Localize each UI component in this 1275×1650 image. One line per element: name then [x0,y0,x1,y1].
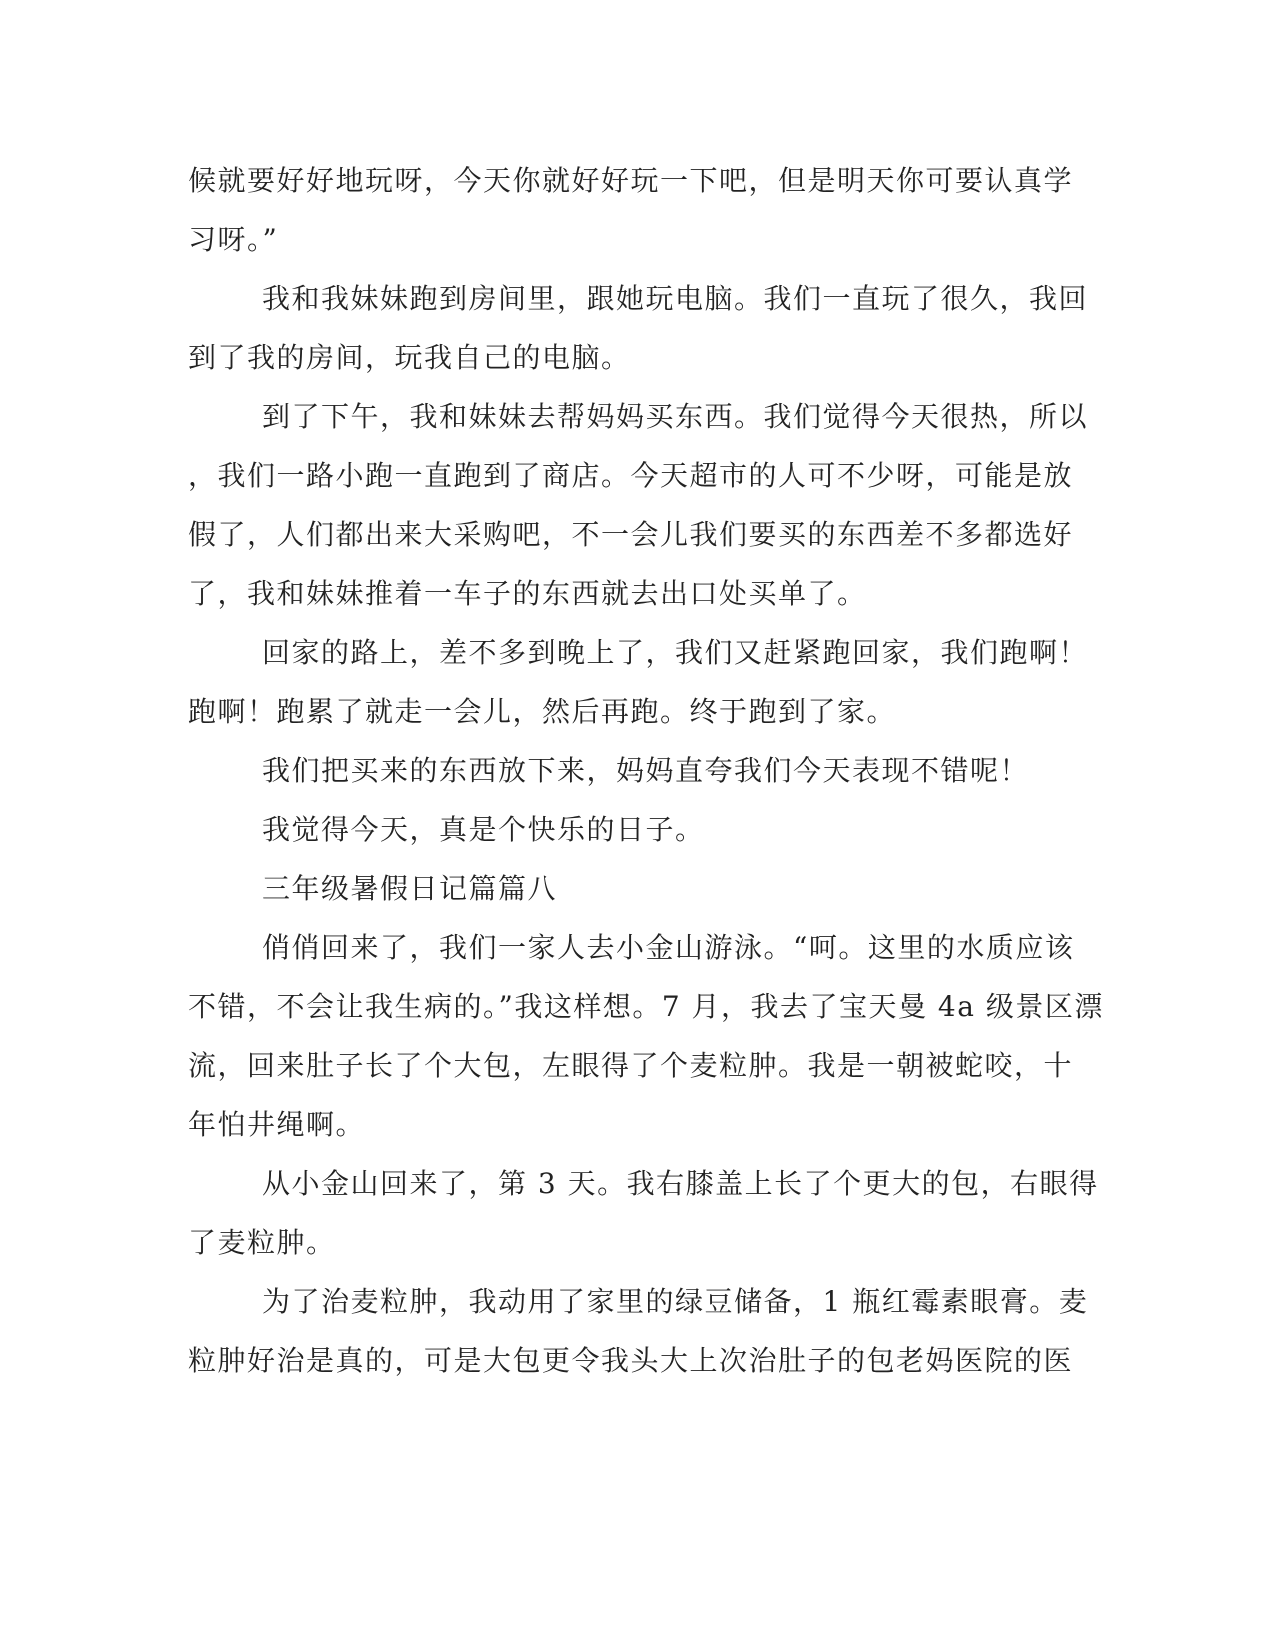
text-line: 跑啊！跑累了就走一会儿，然后再跑。终于跑到了家。 [188,695,897,728]
text-line: 流，回来肚子长了个大包，左眼得了个麦粒肿。我是一朝被蛇咬，十 [188,1049,1074,1082]
paragraph-start: 从小金山回来了，第 3 天。我右膝盖上长了个更大的包，右眼得 [262,1167,1099,1200]
paragraph-start: 我觉得今天，真是个快乐的日子。 [262,813,705,846]
text-line: 了，我和妹妹推着一车子的东西就去出口处买单了。 [188,577,867,610]
text-line: 习呀。” [188,223,279,256]
paragraph-start: 为了治麦粒肿，我动用了家里的绿豆储备，1 瓶红霉素眼膏。麦 [262,1285,1089,1318]
text-line: 了麦粒肿。 [188,1226,336,1259]
paragraph-start: 俏俏回来了，我们一家人去小金山游泳。“呵。这里的水质应该 [262,931,1075,964]
text-line: ，我们一路小跑一直跑到了商店。今天超市的人可不少呀，可能是放 [188,459,1074,492]
paragraph-start: 我和我妹妹跑到房间里，跟她玩电脑。我们一直玩了很久，我回 [262,282,1089,315]
text-line: 假了，人们都出来大采购吧，不一会儿我们要买的东西差不多都选好 [188,518,1074,551]
text-line: 候就要好好地玩呀，今天你就好好玩一下吧，但是明天你可要认真学 [188,164,1074,197]
text-line: 年怕井绳啊。 [188,1108,366,1141]
text-line: 到了我的房间，玩我自己的电脑。 [188,341,631,374]
paragraph-start: 回家的路上，差不多到晚上了，我们又赶紧跑回家，我们跑啊！ [262,636,1089,669]
text-line: 粒肿好治是真的，可是大包更令我头大上次治肚子的包老妈医院的医 [188,1344,1074,1377]
section-heading: 三年级暑假日记篇篇八 [262,872,558,905]
paragraph-start: 我们把买来的东西放下来，妈妈直夸我们今天表现不错呢！ [262,754,1030,787]
paragraph-start: 到了下午，我和妹妹去帮妈妈买东西。我们觉得今天很热，所以 [262,400,1089,433]
text-line: 不错，不会让我生病的。”我这样想。7 月，我去了宝天曼 4a 级景区漂 [188,990,1104,1023]
